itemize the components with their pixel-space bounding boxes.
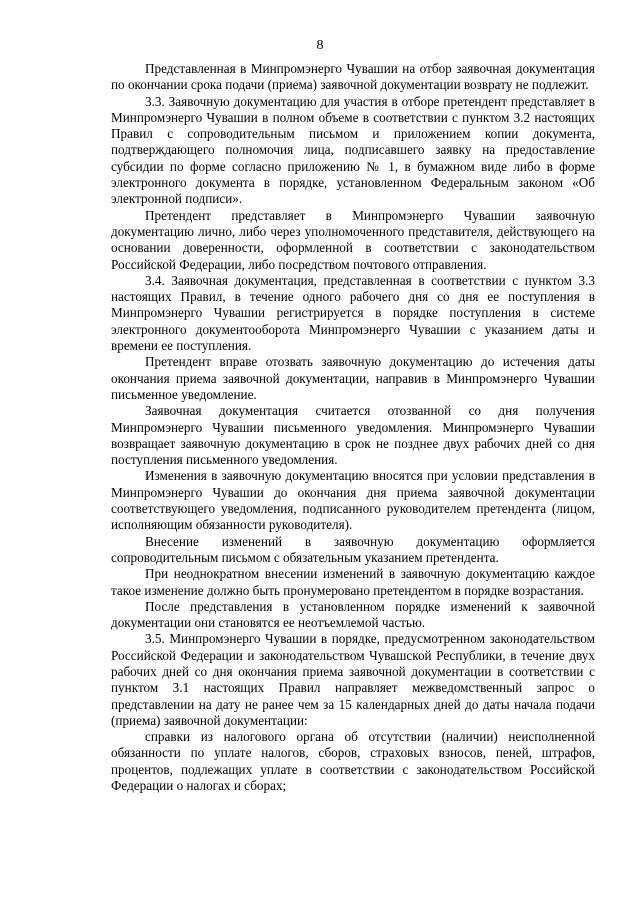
paragraph: 3.3. Заявочную документацию для участия в отборе претендент представляет в Минпромэнерго Чувашии в полном объеме в соответствии с пунктом 3.2 настоящих Правил с сопроводительным письмом и приложением копии документа, подтверждающего полномочия лица, подписавшего заявку на предоставление субсидии по форме согласно приложению № 1, в бумажном виде либо в форме электронного документа в порядке, установленном Федеральным законом «Об электронной подписи». — [111, 93, 595, 207]
page-number: 8 — [316, 38, 324, 53]
document-body — [111, 61, 595, 794]
paragraph: Претендент представляет в Минпромэнерго Чувашии заявочную документацию лично, либо через уполномоченного представителя, действующего на основании доверенности, оформленной в соответствии с законодательством Российской Федерации, либо посредством почтового отправления. — [111, 207, 595, 272]
paragraph: Представленная в Минпромэнерго Чувашии на отбор заявочная документация по окончании срока подачи (приема) заявочной документации возврату не подлежит. — [111, 61, 595, 93]
paragraph: Изменения в заявочную документацию вносятся при условии представления в Минпромэнерго Чувашии до окончания дня приема заявочной документации соответствующего уведомления, подписанного руководителем претендента (лицом, исполняющим обязанности руководителя). — [111, 468, 595, 533]
paragraph: 3.5. Минпромэнерго Чувашии в порядке, предусмотренном законодательством Российской Федерации и законодательством Чувашской Республики, в течение двух рабочих дней со дня окончания приема заявочной документации в соответствии с пунктом 3.1 настоящих Правил направляет межведомственный запрос о представлении на дату не ранее чем за 15 календарных дней до даты начала подачи (приема) заявочной документации: — [111, 631, 595, 728]
paragraph: При неоднократном внесении изменений в заявочную документацию каждое такое изменение должно быть пронумеровано претендентом в порядке возрастания. — [111, 566, 595, 598]
paragraph: справки из налогового органа об отсутствии (наличии) неисполненной обязанности по уплате налогов, сборов, страховых взносов, пеней, штрафов, процентов, подлежащих уплате в соответствии с законодательством Российской Федерации о налогах и сборах; — [111, 729, 595, 794]
paragraph: 3.4. Заявочная документация, представленная в соответствии с пунктом 3.3 настоящих Правил, в течение одного рабочего дня со дня ее поступления в Минпромэнерго Чувашии регистрируется в порядке поступления в системе электронного документооборота Минпромэнерго Чувашии с указанием даты и времени ее поступления. — [111, 272, 595, 354]
paragraph: Заявочная документация считается отозванной со дня получения Минпромэнерго Чувашии письменного уведомления. Минпромэнерго Чувашии возвращает заявочную документацию в срок не позднее двух рабочих дней со дня поступления письменного уведомления. — [111, 403, 595, 468]
paragraph: После представления в установленном порядке изменений к заявочной документации они становятся ее неотъемлемой частью. — [111, 598, 595, 631]
paragraph: Внесение изменений в заявочную документацию оформляется сопроводительным письмом с обязательным указанием претендента. — [111, 533, 595, 565]
paragraph: Претендент вправе отозвать заявочную документацию до истечения даты окончания приема заявочной документации, направив в Минпромэнерго Чувашии письменное уведомление. — [111, 354, 595, 402]
